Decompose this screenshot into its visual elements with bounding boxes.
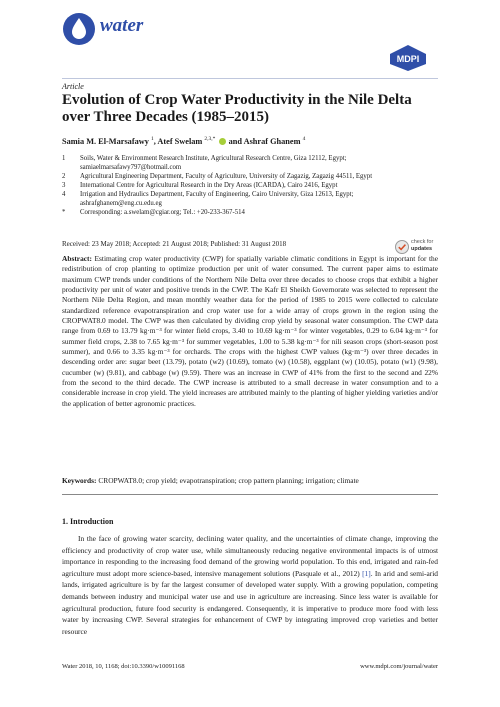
keywords-divider <box>62 494 438 495</box>
journal-name: water <box>100 15 144 36</box>
orcid-icon[interactable] <box>219 138 226 145</box>
footer-journal-url[interactable]: www.mdpi.com/journal/water <box>360 663 438 670</box>
author-affil-marker: 1 <box>150 136 154 142</box>
intro-paragraph: In the face of growing water scarcity, declining water quality, and the uncertainties of climate change, improving the efficiency and productivity of crop water use, while simultaneously reducing negative environmental impacts is of utmost importance in responding to the increasing food demand of the growing world population. To this end, irrigated and rain-fed agriculture must adopt more science-based, intensive management solutions (Pasquale et al., 2012) [1]. In arid and semi-arid lands, irrigated agriculture is by far the largest consumer of developed water supply. With a growing population, competing demands between industry and municipal water use and use in agriculture are increasing. Since less water is available for agricultural production, future food security is endangered. Consequently, it is imperative to produce more food with less water by increasing CWP. Several strategies for enhancement of CWP by integrating improved crop varieties and better resource <box>62 534 439 636</box>
keywords-text: CROPWAT8.0; crop yield; evapotranspiration; crop pattern planning; irrigation; climate <box>96 476 359 485</box>
author-list: Samia M. El-Marsafawy $^1$, Atef Swelam $^{2,3,*}$ and Ashraf Ghanem $^4$ <box>62 136 306 146</box>
section-heading: 1. Introduction <box>62 517 114 526</box>
author-name[interactable]: Atef Swelam <box>157 136 203 146</box>
check-label: check for <box>411 239 434 245</box>
abstract-label: Abstract: <box>62 254 92 263</box>
citation-link[interactable]: [1] <box>362 568 371 578</box>
author-name[interactable]: Ashraf Ghanem <box>243 136 301 146</box>
updates-label: updates <box>411 246 433 252</box>
water-journal-drop-icon <box>62 12 96 46</box>
abstract-text: Estimating crop water productivity (CWP) for spatially variable climatic conditions in Egypt is important for the redistribution of crop planting to optimize production per unit of water consumed. The current paper aims to estimate maximum CWP trends under conditions of the Northern Nile Delta over three decades to choose crops that exhibit a higher productivity per unit of water and positive trends in the CWP. The Kafr El Sheikh Governorate was selected to represent the Northern Nile Delta Region, and mean monthly weather data for the period of 1985 to 2015 were collected to calculate standardized reference evapotranspiration and crop water use for a wide array of crops grown in the region using the CROPWAT8.0 model. The CWP was then calculated by dividing crop yield by seasonal water consumption. The CWP data range from 0.69 to 13.79 kg·m⁻³ for winter field crops, 3.40 to 10.69 kg·m⁻³ for winter vegetables, 0.29 to 6.04 kg·m⁻³ for summer field crops, 2.38 to 7.65 kg·m⁻³ for summer vegetables, 1.00 to 5.38 kg·m⁻³ for nili season crops (short-season post summer), and 0.66 to 3.35 kg·m⁻³ for orchards. The crops with the highest CWP values (kg·m⁻³) over three decades in descending order are: sugar beet (13.79), potato (w2) (10.69), tomato (w) (10.58), eggplant (w) (10.05), potato (w1) (9.98), cucumber (w) (9.81), and cabbage (w) (9.59). There was an increase in CWP of 41% from the first to the second and 22% from the second to the third decade. The CWP increase is attributed to a small decrease in water consumption and to a considerable increase in crop yield. The yield increases are attributed mainly to the planting of higher yielding varieties and/or the application of better agronomic practices. <box>62 254 438 408</box>
check-updates-icon <box>395 240 409 254</box>
author-affil-marker: 2,3,* <box>204 136 216 142</box>
paper-title: Evolution of Crop Water Productivity in the Nile Delta over Three Decades (1985–2015) <box>62 92 412 125</box>
keywords-label: Keywords: <box>62 476 97 485</box>
publication-dates: Received: 23 May 2018; Accepted: 21 August 2018; Published: 31 August 2018 <box>62 240 287 248</box>
header-rule <box>62 78 438 79</box>
article-type: Article <box>62 82 84 91</box>
svg-text:MDPI: MDPI <box>396 54 420 64</box>
author-name[interactable]: Samia M. El-Marsafawy <box>62 136 149 146</box>
abstract <box>62 254 438 409</box>
keywords <box>62 476 438 486</box>
author-affil-marker: 4 <box>302 136 306 142</box>
mdpi-logo-icon <box>388 44 428 72</box>
footer-citation: Water 2018, 10, 1168; doi:10.3390/w10091168 <box>62 663 185 670</box>
